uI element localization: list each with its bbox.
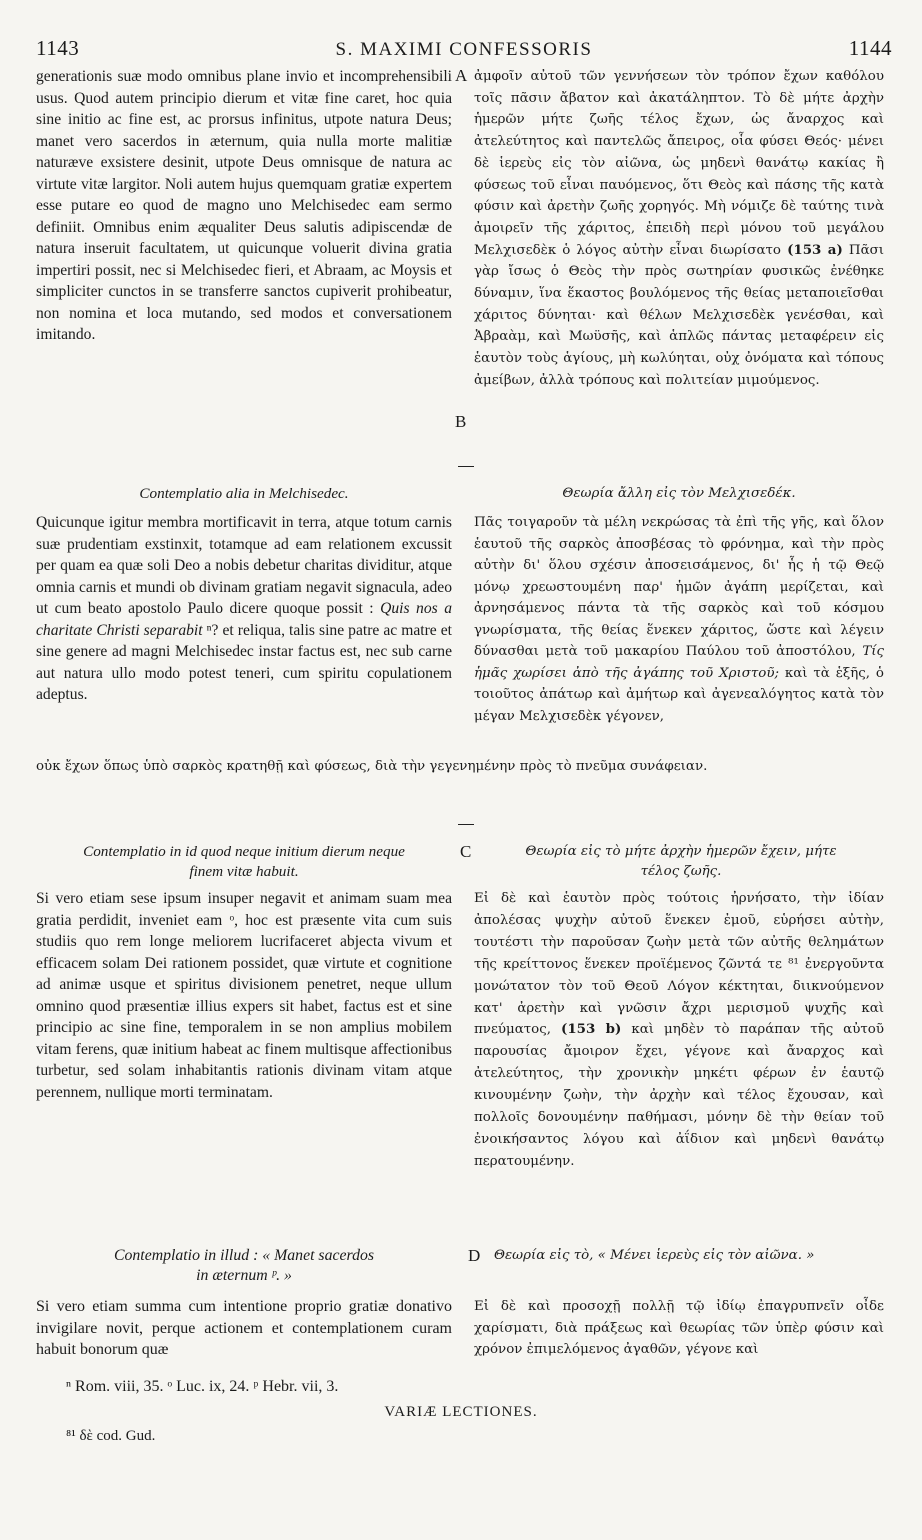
variae-lectiones-title: VARIÆ LECTIONES. — [384, 1404, 538, 1420]
greek-text-tail: καὶ τὰ ἑξῆς, ὁ τοιοῦτος ἀπάτωρ καὶ ἀμήτωρ καὶ ἀγενεαλόγητος κατὰ τὸν μέγαν Μελχισεδὲκ γέγονεν, — [474, 665, 884, 724]
section-heading-latin-3 — [36, 842, 452, 882]
greek-paragraph-1 — [474, 66, 884, 392]
latin-text-tail: ⁿ? et reliqua, talis sine patre ac matre et sine genere ad magni Melchisedec instar factus est, nec sub carne aut natura ullo modo potest teneri, cum spiritu copulationem adeptus. — [36, 621, 452, 703]
section-heading-latin-4 — [36, 1246, 452, 1286]
heading-line-1: Contemplatio in id quod neque initium dierum neque — [83, 843, 405, 860]
latin-paragraph-3 — [36, 888, 452, 1103]
page-header — [36, 36, 892, 66]
margin-marker-b: B — [455, 412, 467, 431]
section-rule — [458, 466, 474, 467]
greek-text-cont: καὶ μηδὲν τὸ παράπαν τῆς αὐτοῦ παρουσίας ἄμοιρον ἔχει, γέγονε καὶ ἄναρχος καὶ ἀτελεύτητος, τὴν χρονικὴν μηκέτι φέρων ἐν ἑαυτῷ κινουμένην ζωὴν, τὴν ἀρχὴν καὶ τέλος ἔχουσαν, καὶ πολλοῖς δονουμένην παθήμασι, μόνην δὲ τὴν θείαν τοῦ ἐνοικήσαντος λόγου καὶ ἀΐδιον καὶ μηδενὶ θανάτῳ περατουμένην. — [474, 1022, 884, 1169]
margin-marker-d: D — [468, 1246, 481, 1265]
section-heading-greek-3 — [478, 842, 884, 882]
latin-text: Si vero etiam sese ipsum insuper negavit et animam suam mea gratia perdidit, inveniet eam ᵒ, hoc est præsente vita cum suis studiis quo rem longe meliorem lucrifaceret abjecta vivum et efficacem solam Dei rationem possidet, quæ virtute et cognitione ad animæ usque et spiritus divisionem penetret, neque ullum omnino quod præsentiæ illius expers sit habet, factus est et sine principio ac sine fine, temporalem in se non amplius mobilem vitam ferens, quæ initium habeat ac finem multisque affectionibus turbetur, sed solam inhabitantis rationis divinam vitam atque perennem, nullique morti terminatam. — [36, 890, 452, 1101]
greek-paragraph-4 — [474, 1296, 884, 1361]
greek-quote: Τίς ἡμᾶς χωρίσει ἀπὸ τῆς ἀγάπης τοῦ Χριστοῦ; — [474, 644, 884, 681]
latin-quote: Quis nos a charitate Christi separabit — [36, 600, 452, 639]
greek-paragraph-2 — [474, 512, 884, 727]
greek-text: Πᾶς τοιγαροῦν τὰ μέλη νεκρώσας τὰ ἐπὶ τῆς γῆς, καὶ ὅλον ἑαυτοῦ τῆς σαρκὸς ἀποσβέσας τὸ φρόνημα, καὶ τὴν πρὸς αὐτὴν δι' ὅλου σχέσιν ἀποσεισάμενος, δι' ἧς ἡ τῷ Θεῷ μόνῳ χρεωστουμένη παρ' ἡμῶν ἀγάπη μερίζεται, καὶ ἀρνησάμενος πάντα τὰ τῆς σαρκὸς καὶ τοῦ κόσμου γνωρίσματα, τῆς θείας ἕνεκεν χάριτος, ὥστε καὶ λέγειν δύνασθαι μετὰ τοῦ μακαρίου Παύλου τοῦ ἀποστόλου, — [474, 515, 884, 659]
column-reference: (153 a) — [787, 241, 843, 258]
margin-marker-c: C — [460, 842, 472, 861]
left-page-number: 1143 — [36, 36, 80, 60]
greek-text: Εἰ δὲ καὶ προσοχῇ πολλῇ τῷ ἰδίῳ ἐπαγρυπνεῖν οἶδε χαρίσματι, διὰ πράξεως καὶ θεωρίας τῶν ὑπὲρ φύσιν καὶ χρόνον ἐπιμελόμενος ἀγαθῶν, γέγονε καὶ — [474, 1299, 884, 1357]
greek-paragraph-3 — [474, 888, 884, 1173]
heading-line-2: finem vitæ habuit. — [189, 863, 299, 880]
greek-text: ἀμφοῖν αὐτοῦ τῶν γεννήσεων τὸν τρόπον ἔχων καθόλου τοῖς πᾶσιν ἄβατον καὶ ἀκατάληπτον. Τὸ δὲ μήτε ἀρχὴν ἡμερῶν μήτε ζωῆς τέλος ἔχων, ὡς ἄναρχος καὶ ἀτελεύτητος καὶ παντελῶς ἄπειρος, οἷα φύσει Θεός· μένει δὲ ἱερεὺς εἰς τὸν αἰῶνα, ὡς μηδενὶ θανάτῳ κακίας ἢ φύσεως τοῦ εἶναι παυόμενος, ὅτι Θεὸς καὶ πάσης τῆς κατὰ φύσιν καὶ ἀρετὴν ζωῆς χορηγός. Μὴ νόμιζε δὲ ταύτης τινὰ ἀμοιρεῖν τῆς χάριτος, ἐπειδὴ περὶ μόνου τοῦ μεγάλου Μελχισεδὲκ ὁ λόγος αὐτὴν εἶναι διωρίσατο — [474, 69, 884, 258]
section-rule — [458, 824, 474, 825]
variant-reading: ⁸¹ δὲ cod. Gud. — [66, 1428, 156, 1444]
latin-text: generationis suæ modo omnibus plane invio et incomprehensibili usus. Quod autem principio dierum et vitæ fine caret, hoc quia sine initio ac fine est, ac prorsus infinitus, utpote natura Deus; manet vero sacerdos in æternum, quia nulla morte malitiæ naturæve exsistere desinit, utpote Deus omnisque de natura ac virtute vitæ largitor. Noli autem hujus quemquam gratiæ expertem esse putare eo quod de magno uno Melchisedec eam sermo definiit. Omnibus enim æqualiter Deus salutis adipiscendæ de natura inseruit facultatem, ut quicunque voluerit divina gratia impertiri possit, nec si Melchisedec fieri, et Abraam, ac Moysis et simpliciter cunctos in se transferre sanctos cupiverit prohibeatur, non nomina et loca mutando, sed modos et conversationem imitando. — [36, 68, 452, 343]
section-heading-latin-2: Contemplatio alia in Melchisedec. — [139, 485, 349, 502]
heading-line-2: τέλος ζωῆς. — [640, 864, 722, 879]
heading-line-2: in æternum ᵖ. » — [196, 1267, 292, 1284]
latin-paragraph-1 — [36, 66, 452, 346]
section-heading-greek-2: Θεωρία ἄλλη εἰς τὸν Μελχισεδέκ. — [562, 486, 796, 501]
margin-marker-a: A — [455, 66, 468, 85]
greek-fullwidth-line: οὐκ ἔχων ὅπως ὑπὸ σαρκὸς κρατηθῇ καὶ φύσεως, διὰ τὴν γεγενημένην πρὸς τὸ πνεῦμα συνάφειαν. — [36, 759, 708, 774]
section-heading-greek-4: Θεωρία εἰς τὸ, « Μένει ἱερεὺς εἰς τὸν αἰῶνα. » — [494, 1248, 815, 1263]
column-reference: (153 b) — [560, 1021, 622, 1038]
greek-text: Εἰ δὲ καὶ ἑαυτὸν πρὸς τούτοις ἠρνήσατο, τὴν ἰδίαν ἀπολέσας ψυχὴν αὐτοῦ ἕνεκεν ἐμοῦ, εὑρήσει αὐτὴν, τουτέστι τὴν παροῦσαν ζωὴν μετὰ τῶν αὐτῆς θελημάτων τῆς κρείττονος ἕνεκεν προϊέμενος ζῶντά τε ⁸¹ ἐνεργοῦντα μονώτατον τὸν τοῦ Θεοῦ Λόγον κέκτηται, διικνούμενον κατ' ἀρετὴν καὶ γνῶσιν ἄχρι μερισμοῦ ψυχῆς καὶ πνεύματος, — [474, 891, 884, 1038]
right-page-number: 1144 — [848, 36, 892, 60]
latin-text: Quicunque igitur membra mortificavit in terra, atque totum carnis suæ prudentiam exstinxit, totamque ad eam relationem excussit per quam ea quæ soli Deo a nobis debetur charitas dividitur, atque omnia carnis et mundi ob divinam gratiam negavit signacula, adeo ut cum beato apostolo Paulo dicere quoque possit : — [36, 514, 452, 617]
latin-text: Si vero etiam summa cum intentione proprio gratiæ donativo invigilare novit, perque actionem et contemplationem curam habuit bonorum quæ — [36, 1298, 452, 1358]
greek-text-cont: Πᾶσι γὰρ ἴσως ὁ Θεὸς τὴν πρὸς σωτηρίαν φυσικῶς ἐνέθηκε δύναμιν, ἵνα ἕκαστος βουλόμενος τῆς θείας μεταποιεῖσθαι χάριτος δύνηται· καὶ θέλων Μελχισεδὲκ γενέσθαι, καὶ Ἀβραὰμ, καὶ Μωϋσῆς, καὶ ἁπλῶς πάντας μεταφέρειν εἰς ἑαυτὸν τοὺς ἁγίους, μὴ κωλύηται, οὐχ ὀνόματα καὶ τόπους ἀμείβων, ἀλλὰ τρόπους καὶ πολιτείαν μιμούμενος. — [474, 242, 885, 388]
latin-paragraph-2 — [36, 512, 452, 706]
running-title: S. MAXIMI CONFESSORIS — [335, 39, 593, 60]
heading-line-1: Θεωρία εἰς τὸ μήτε ἀρχὴν ἡμερῶν ἔχειν, μήτε — [525, 844, 837, 859]
latin-paragraph-4 — [36, 1296, 452, 1361]
heading-line-1: Contemplatio in illud : « Manet sacerdos — [113, 1247, 375, 1264]
scripture-footnotes: ⁿ Rom. viii, 35. ᵒ Luc. ix, 24. ᵖ Hebr. vii, 3. — [66, 1378, 339, 1395]
